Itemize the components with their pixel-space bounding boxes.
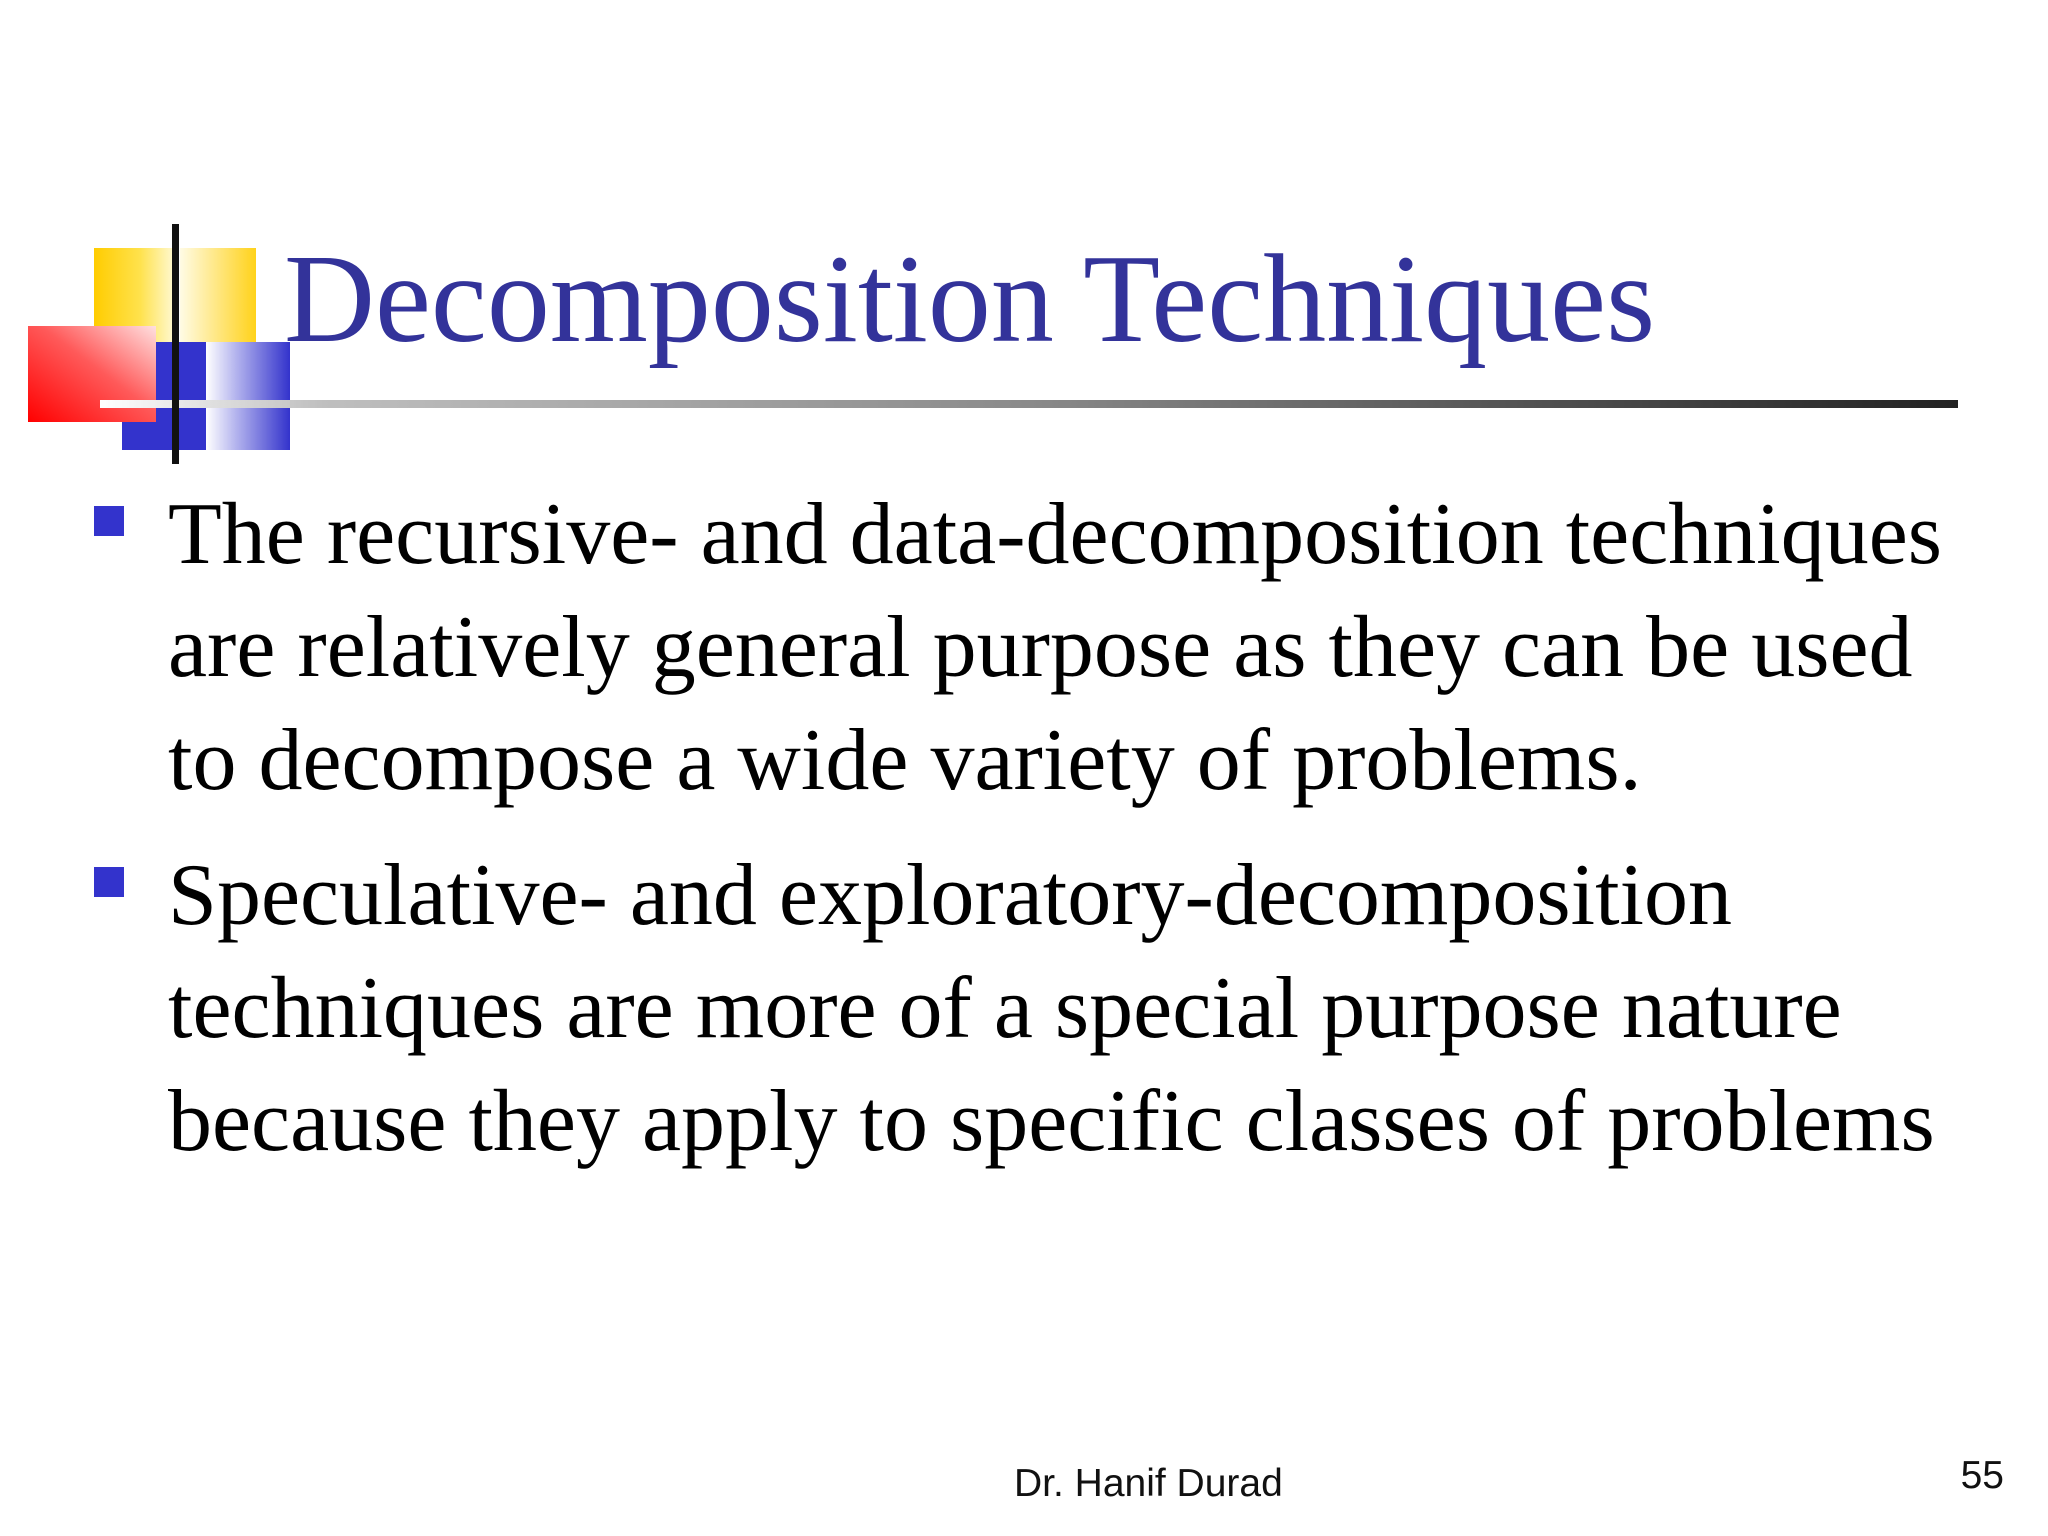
bullet-text: Speculative- and exploratory-decomposition techniques are more of a special purpose nature because they apply to specific classes of problems — [168, 847, 1935, 1170]
vertical-rule — [172, 224, 179, 464]
bullet-text: The recursive- and data-decomposition techniques are relatively general purpose as they can be used to decompose a wide variety of problems. — [168, 486, 1943, 809]
square-bullet-icon — [94, 867, 124, 897]
footer-author: Dr. Hanif Durad — [1014, 1462, 1283, 1505]
square-bullet-icon — [94, 506, 124, 536]
slide-number: 55 — [1960, 1454, 2004, 1497]
bullet-item — [92, 478, 1992, 817]
yellow-square-light — [180, 248, 256, 344]
title-underline — [100, 400, 1958, 408]
bullet-list — [92, 478, 1992, 1200]
blue-square-gradient — [206, 342, 290, 450]
slide-title: Decomposition Techniques — [284, 230, 1656, 369]
bullet-item — [92, 839, 1992, 1178]
